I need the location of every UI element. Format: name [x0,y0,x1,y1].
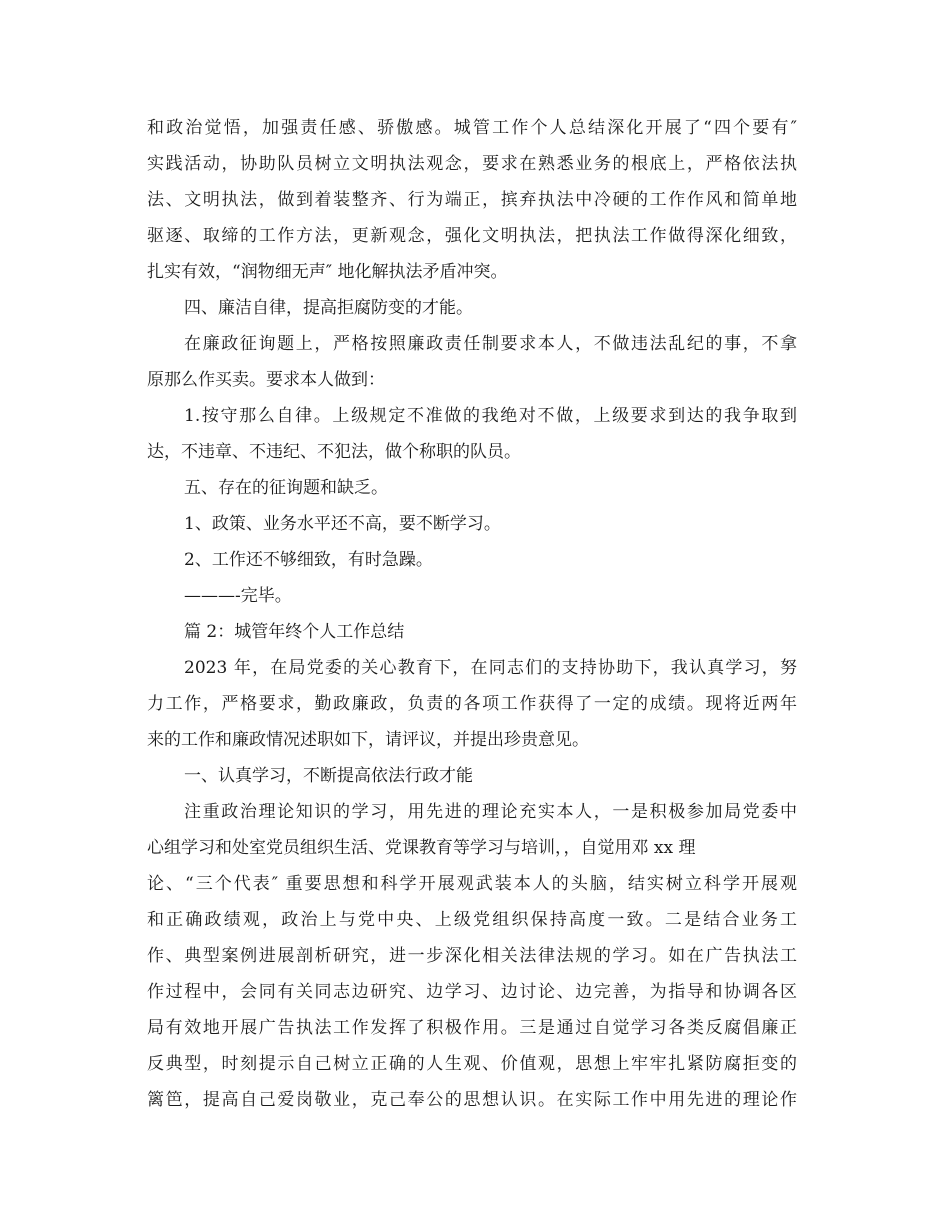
section-heading: 一、认真学习，不断提高依法行政才能 [184,766,473,786]
paragraph-first-line: 在廉政征询题上，严格按照廉政责任制要求本人，不做违法乱纪的事，不拿 [184,334,797,354]
article-title: 篇 2：城管年终个人工作总结 [184,622,405,642]
text-line: 达，不违章、不违纪、不犯法，做个称职的队员。 [147,442,521,462]
text-line: 驱逐、取缔的工作方法，更新观念，强化文明执法，把执法工作做得深化细致， [147,226,797,246]
text-line: 和政治觉悟，加强责任感、骄傲感。城管工作个人总结深化开展了“四个要有″ [147,118,797,138]
text-line: 实践活动，协助队员树立文明执法观念，要求在熟悉业务的根底上，严格依法执 [147,154,797,174]
list-item: 2、工作还不够细致，有时急躁。 [184,550,433,570]
text-line: 和正确政绩观，政治上与党中央、上级党组织保持高度一致。二是结合业务工 [147,910,797,930]
text-line: 来的工作和廉政情况述职如下，请评议，并提出珍贵意见。 [147,730,589,750]
text-line: 作、典型案例进展剖析研究，进一步深化相关法律法规的学习。如在广告执法工 [147,946,797,966]
text-line: 论、“三个代表″ 重要思想和科学开展观武装本人的头脑，结实树立科学开展观 [147,874,797,894]
section-heading: 五、存在的征询题和缺乏。 [184,478,388,498]
text-line: 局有效地开展广告执法工作发挥了积极作用。三是通过自觉学习各类反腐倡廉正 [147,1018,797,1038]
text-line: 作过程中，会同有关同志边研究、边学习、边讨论、边完善，为指导和协调各区 [147,982,797,1002]
list-item-first-line: 1.按守那么自律。上级规定不准做的我绝对不做，上级要求到达的我争取到 [184,406,797,426]
text-line: 原那么作买卖。要求本人做到： [147,370,385,390]
text-line: 反典型，时刻提示自己树立正确的人生观、价值观，思想上牢牢扎紧防腐拒变的 [147,1054,797,1074]
text-line: 扎实有效，“润物细无声″ 地化解执法矛盾冲突。 [147,262,508,282]
text-line: 篱笆，提高自己爱岗敬业，克己奉公的思想认识。在实际工作中用先进的理论作 [147,1090,797,1110]
end-marker: ———-完毕。 [184,586,292,606]
text-line: 心组学习和处室党员组织生活、党课教育等学习与培训，，自觉用邓 xx 理 [147,838,696,858]
section-heading: 四、廉洁自律，提高拒腐防变的才能。 [184,298,473,318]
list-item: 1、政策、业务水平还不高，要不断学习。 [184,514,501,534]
paragraph-first-line: 注重政治理论知识的学习，用先进的理论充实本人，一是积极参加局党委中 [184,802,797,822]
paragraph-first-line: 2023 年，在局党委的关心教育下，在同志们的支持协助下，我认真学习，努 [184,658,797,678]
text-line: 法、文明执法，做到着装整齐、行为端正，摈弃执法中冷硬的工作作风和简单地 [147,190,797,210]
text-line: 力工作，严格要求，勤政廉政，负责的各项工作获得了一定的成绩。现将近两年 [147,694,797,714]
